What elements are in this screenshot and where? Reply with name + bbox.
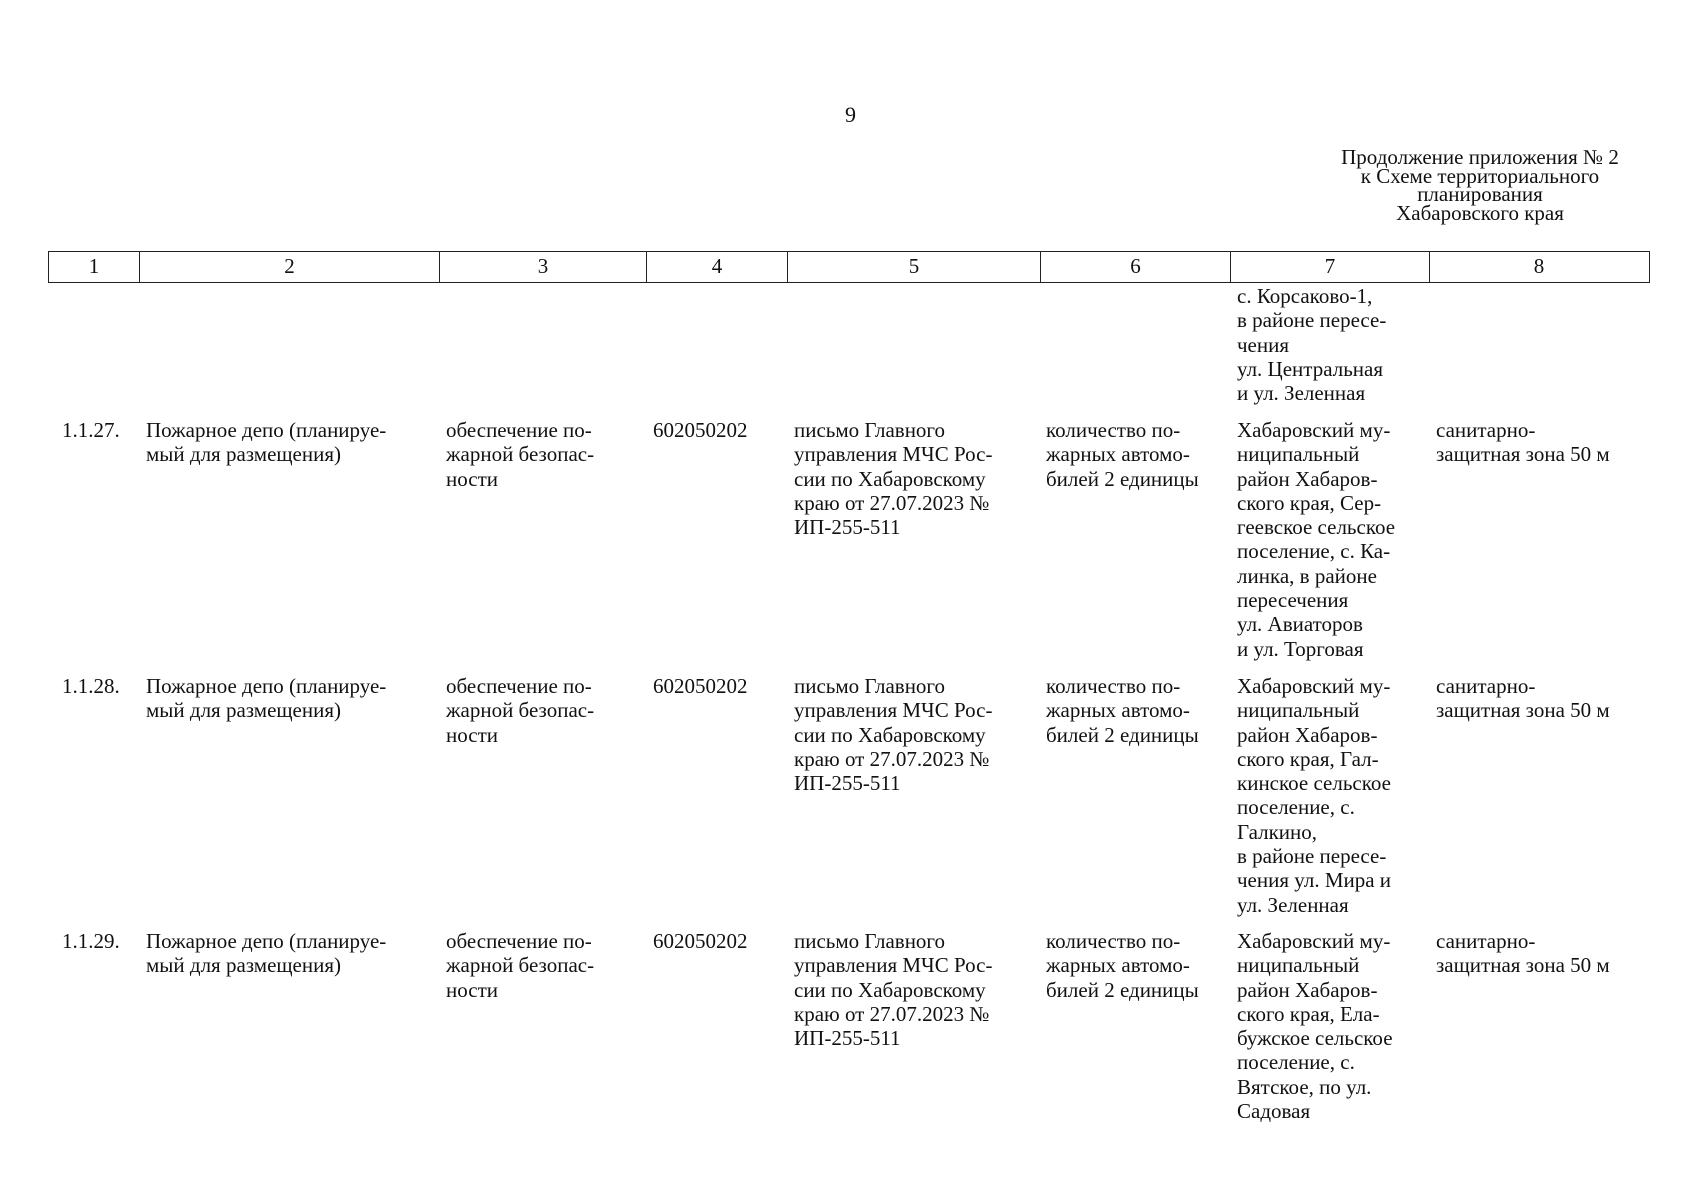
cell-line: ниципальный [1237,953,1360,978]
row-number-cell: 1.1.29. [62,929,120,953]
cell-line: письмо Главного [794,929,946,953]
cell-line: поселение, с. Ка- [1237,539,1391,564]
location-cell [1237,929,1393,1123]
cell-line: геевское сельское [1237,515,1396,540]
appendix-note-line: Продолжение приложения № 2 [1341,145,1619,169]
header-cell-5: 5 [788,252,1041,282]
basis-cell [794,929,992,1050]
cell-line: Галкино, [1237,819,1318,844]
cell-line: билей 2 единицы [1046,722,1199,747]
header-cell-3: 3 [440,252,647,282]
cell-line: управления МЧС Рос- [794,698,993,723]
cell-line: письмо Главного [794,674,946,698]
cell-line: Пожарное депо (планируе- [146,674,387,698]
code-cell: 602050202 [653,929,748,953]
cell-line: краю от 27.07.2023 № [794,1001,990,1026]
cell-line: санитарно- [1436,674,1536,698]
cell-line: Хабаровский му- [1237,418,1391,442]
cell-line: защитная зона 50 м [1436,698,1610,723]
cell-line: район Хабаров- [1237,977,1378,1002]
cell-line: чения [1237,332,1290,357]
location-cell [1237,418,1395,661]
cell-line: ности [446,722,498,747]
purpose-cell [446,674,594,747]
cell-line: жарной безопас- [446,953,595,978]
location-cell [1237,674,1391,917]
cell-line: пересечения [1237,588,1349,613]
cell-line: обеспечение по- [446,674,592,698]
header-cell-4: 4 [647,252,788,282]
cell-line: санитарно- [1436,418,1536,442]
appendix-note [1300,145,1660,225]
cell-line: мый для размещения) [146,953,342,978]
code-cell: 602050202 [653,418,748,442]
cell-line: ул. Авиаторов [1237,612,1363,637]
cell-line: ИП-255-511 [794,1026,901,1051]
cell-line: Хабаровский му- [1237,674,1391,698]
purpose-cell [446,418,594,491]
cell-line: жарных автомо- [1046,442,1190,467]
header-cell-7: 7 [1231,252,1430,282]
row-number-cell: 1.1.27. [62,418,120,442]
characteristics-cell [1046,418,1199,491]
cell-line: количество по- [1046,674,1181,698]
cell-line: билей 2 единицы [1046,466,1199,491]
cell-line: и ул. Торговая [1237,636,1364,661]
object-name-cell [146,929,386,978]
cell-line: ности [446,466,498,491]
cell-line: ности [446,977,498,1002]
cell-line: билей 2 единицы [1046,977,1199,1002]
cell-line: ского края, Ела- [1237,1001,1380,1026]
cell-line: линка, в районе [1237,563,1377,588]
basis-cell [794,674,992,795]
cell-line: жарной безопас- [446,442,595,467]
row-number-cell: 1.1.28. [62,674,120,698]
cell-line: ского края, Сер- [1237,490,1382,515]
cell-line: Хабаровский му- [1237,929,1391,953]
basis-cell [794,418,992,539]
characteristics-cell [1046,674,1199,747]
appendix-note-line: Хабаровского края [1396,200,1564,225]
header-cell-2: 2 [140,252,440,282]
purpose-cell [446,929,594,1002]
cell-line: кинское сельское [1237,771,1391,796]
cell-line: и ул. Зеленная [1237,381,1366,406]
cell-line: санитарно- [1436,929,1536,953]
characteristics-cell [1046,929,1199,1002]
cell-line: мый для размещения) [146,442,342,467]
cell-line: Пожарное депо (планируе- [146,929,387,953]
cell-line: поселение, с. [1237,795,1355,820]
cell-line: ИП-255-511 [794,771,901,796]
cell-line: управления МЧС Рос- [794,442,993,467]
cell-line: сии по Хабаровскому [794,722,986,747]
cell-line: ул. Зеленная [1237,892,1349,917]
appendix-note-line: к Схеме территориального [1360,163,1600,188]
cell-line: сии по Хабаровскому [794,977,986,1002]
cell-line: район Хабаров- [1237,466,1378,491]
cell-line: чения ул. Мира и [1237,868,1392,893]
header-cell-6: 6 [1041,252,1231,282]
page-number: 9 [845,102,856,127]
table-header-row [48,251,1650,283]
cell-line: в районе пересе- [1237,308,1387,333]
object-name-cell [146,418,386,467]
zone-cell [1436,674,1610,723]
cell-line: с. Корсаково-1, [1237,284,1373,308]
appendix-note-line: планирования [1417,182,1543,206]
code-cell: 602050202 [653,674,748,698]
cell-line: количество по- [1046,929,1181,953]
cell-line: Садовая [1237,1099,1311,1124]
cell-line: Пожарное депо (планируе- [146,418,387,442]
cell-line: Вятское, по ул. [1237,1074,1372,1099]
continuation-location-cell [1237,284,1386,405]
cell-line: ул. Центральная [1237,356,1383,381]
cell-line: защитная зона 50 м [1436,442,1610,467]
object-name-cell [146,674,386,723]
cell-line: район Хабаров- [1237,722,1378,747]
cell-line: ИП-255-511 [794,515,901,540]
cell-line: в районе пересе- [1237,844,1387,869]
cell-line: поселение, с. [1237,1050,1355,1075]
cell-line: обеспечение по- [446,418,592,442]
cell-line: жарных автомо- [1046,698,1190,723]
header-cell-1: 1 [49,252,140,282]
zone-cell [1436,418,1610,467]
cell-line: краю от 27.07.2023 № [794,746,990,771]
cell-line: жарных автомо- [1046,953,1190,978]
cell-line: краю от 27.07.2023 № [794,490,990,515]
zone-cell [1436,929,1610,978]
header-cell-8: 8 [1533,254,1545,278]
cell-line: сии по Хабаровскому [794,466,986,491]
cell-line: ского края, Гал- [1237,746,1379,771]
cell-line: ниципальный [1237,442,1360,467]
cell-line: письмо Главного [794,418,946,442]
cell-line: количество по- [1046,418,1181,442]
cell-line: жарной безопас- [446,698,595,723]
cell-line: бужское сельское [1237,1026,1393,1051]
cell-line: мый для размещения) [146,698,342,723]
cell-line: защитная зона 50 м [1436,953,1610,978]
cell-line: ниципальный [1237,698,1360,723]
cell-line: управления МЧС Рос- [794,953,993,978]
cell-line: обеспечение по- [446,929,592,953]
